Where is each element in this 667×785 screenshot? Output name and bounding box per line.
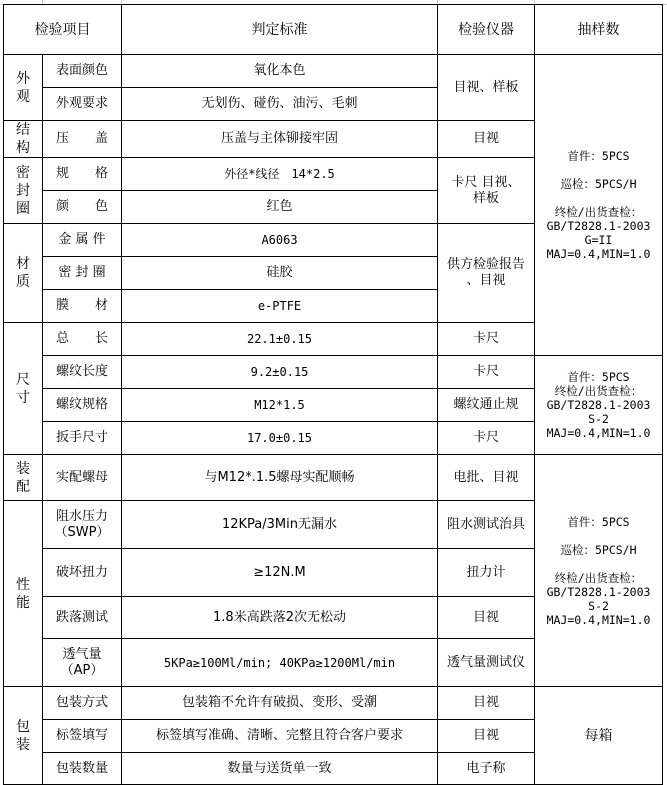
sub-item: 标签填写 [43,720,122,753]
sub-item: 总 长 [43,323,122,356]
sub-item: 扳手尺寸 [43,422,122,455]
inspection-table [3,4,663,785]
instrument-cell: 螺纹通止规 [438,389,535,422]
category-packing: 包 装 [4,687,43,785]
header-sampling: 抽样数 [535,5,663,55]
sub-item: 规 格 [43,158,122,191]
header-instrument: 检验仪器 [438,5,535,55]
table-row [4,455,663,501]
header-criteria: 判定标准 [122,5,438,55]
category-performance: 性 能 [4,501,43,687]
sampling-block-3: 首件：5PCS 巡检：5PCS/H 终检/出货查检： GB/T2828.1-2003 S-2 MAJ=0.4,MIN=1.0 [535,455,663,687]
criteria-cell: 17.0±0.15 [122,422,438,455]
sub-item: 实配螺母 [43,455,122,501]
sub-item: 颜 色 [43,191,122,224]
instrument-cell: 目视、样板 [438,55,535,121]
sub-item: 压 盖 [43,121,122,158]
sampling-block-4: 每箱 [535,687,663,785]
sub-item: 跌落测试 [43,597,122,639]
category-seal: 密 封 圈 [4,158,43,224]
instrument-cell: 卡尺 [438,323,535,356]
table-row [4,356,663,389]
category-structure: 结 构 [4,121,43,158]
criteria-cell: e-PTFE [122,290,438,323]
criteria-cell: 9.2±0.15 [122,356,438,389]
category-appearance: 外 观 [4,55,43,121]
instrument-cell: 电批、目视 [438,455,535,501]
criteria-cell: 包装箱不允许有破损、变形、受潮 [122,687,438,720]
sub-item: 螺纹长度 [43,356,122,389]
instrument-cell: 阻水测试治具 [438,501,535,549]
criteria-cell: 5KPa≥100Ml/min; 40KPa≥1200Ml/min [122,639,438,687]
instrument-cell: 扭力计 [438,549,535,597]
sub-item: 透气量 （AP） [43,639,122,687]
table-row [4,687,663,720]
sub-item: 包装数量 [43,753,122,785]
sub-item: 外观要求 [43,88,122,121]
instrument-cell: 电子称 [438,753,535,785]
criteria-cell: 氧化本色 [122,55,438,88]
criteria-cell: 1.8米高跌落2次无松动 [122,597,438,639]
instrument-cell: 供方检验报告 、目视 [438,224,535,323]
table-row [4,55,663,88]
criteria-cell: A6063 [122,224,438,257]
header-item: 检验项目 [4,5,122,55]
sub-item: 膜 材 [43,290,122,323]
sub-item: 金 属 件 [43,224,122,257]
criteria-cell: M12*1.5 [122,389,438,422]
sub-item: 表面颜色 [43,55,122,88]
criteria-cell: 12KPa/3Min无漏水 [122,501,438,549]
sub-item: 密 封 圈 [43,257,122,290]
sub-item: 螺纹规格 [43,389,122,422]
instrument-cell: 卡尺 [438,422,535,455]
criteria-cell: 标签填写准确、清晰、完整且符合客户要求 [122,720,438,753]
instrument-cell: 目视 [438,720,535,753]
instrument-cell: 透气量测试仪 [438,639,535,687]
criteria-cell: 与M12*.1.5螺母实配顺畅 [122,455,438,501]
criteria-cell: ≥12N.M [122,549,438,597]
criteria-cell: 数量与送货单一致 [122,753,438,785]
category-material: 材 质 [4,224,43,323]
criteria-cell: 压盖与主体铆接牢固 [122,121,438,158]
sub-item: 破坏扭力 [43,549,122,597]
header-row [4,5,663,55]
criteria-cell: 无划伤、碰伤、油污、毛刺 [122,88,438,121]
sub-item: 包装方式 [43,687,122,720]
instrument-cell: 目视 [438,597,535,639]
sampling-block-1: 首件：5PCS 巡检：5PCS/H 终检/出货查检： GB/T2828.1-2003 G=II MAJ=0.4,MIN=1.0 [535,55,663,356]
sub-item: 阻水压力 （SWP） [43,501,122,549]
instrument-cell: 目视 [438,121,535,158]
sampling-block-2: 首件：5PCS 终检/出货查检： GB/T2828.1-2003 S-2 MAJ=0.4,MIN=1.0 [535,356,663,455]
instrument-cell: 卡尺 [438,356,535,389]
category-dimension: 尺 寸 [4,323,43,455]
criteria-cell: 22.1±0.15 [122,323,438,356]
category-assembly: 装 配 [4,455,43,501]
instrument-cell: 卡尺 目视、 样板 [438,158,535,224]
criteria-cell: 外径*线径 14*2.5 [122,158,438,191]
criteria-cell: 红色 [122,191,438,224]
instrument-cell: 目视 [438,687,535,720]
criteria-cell: 硅胶 [122,257,438,290]
